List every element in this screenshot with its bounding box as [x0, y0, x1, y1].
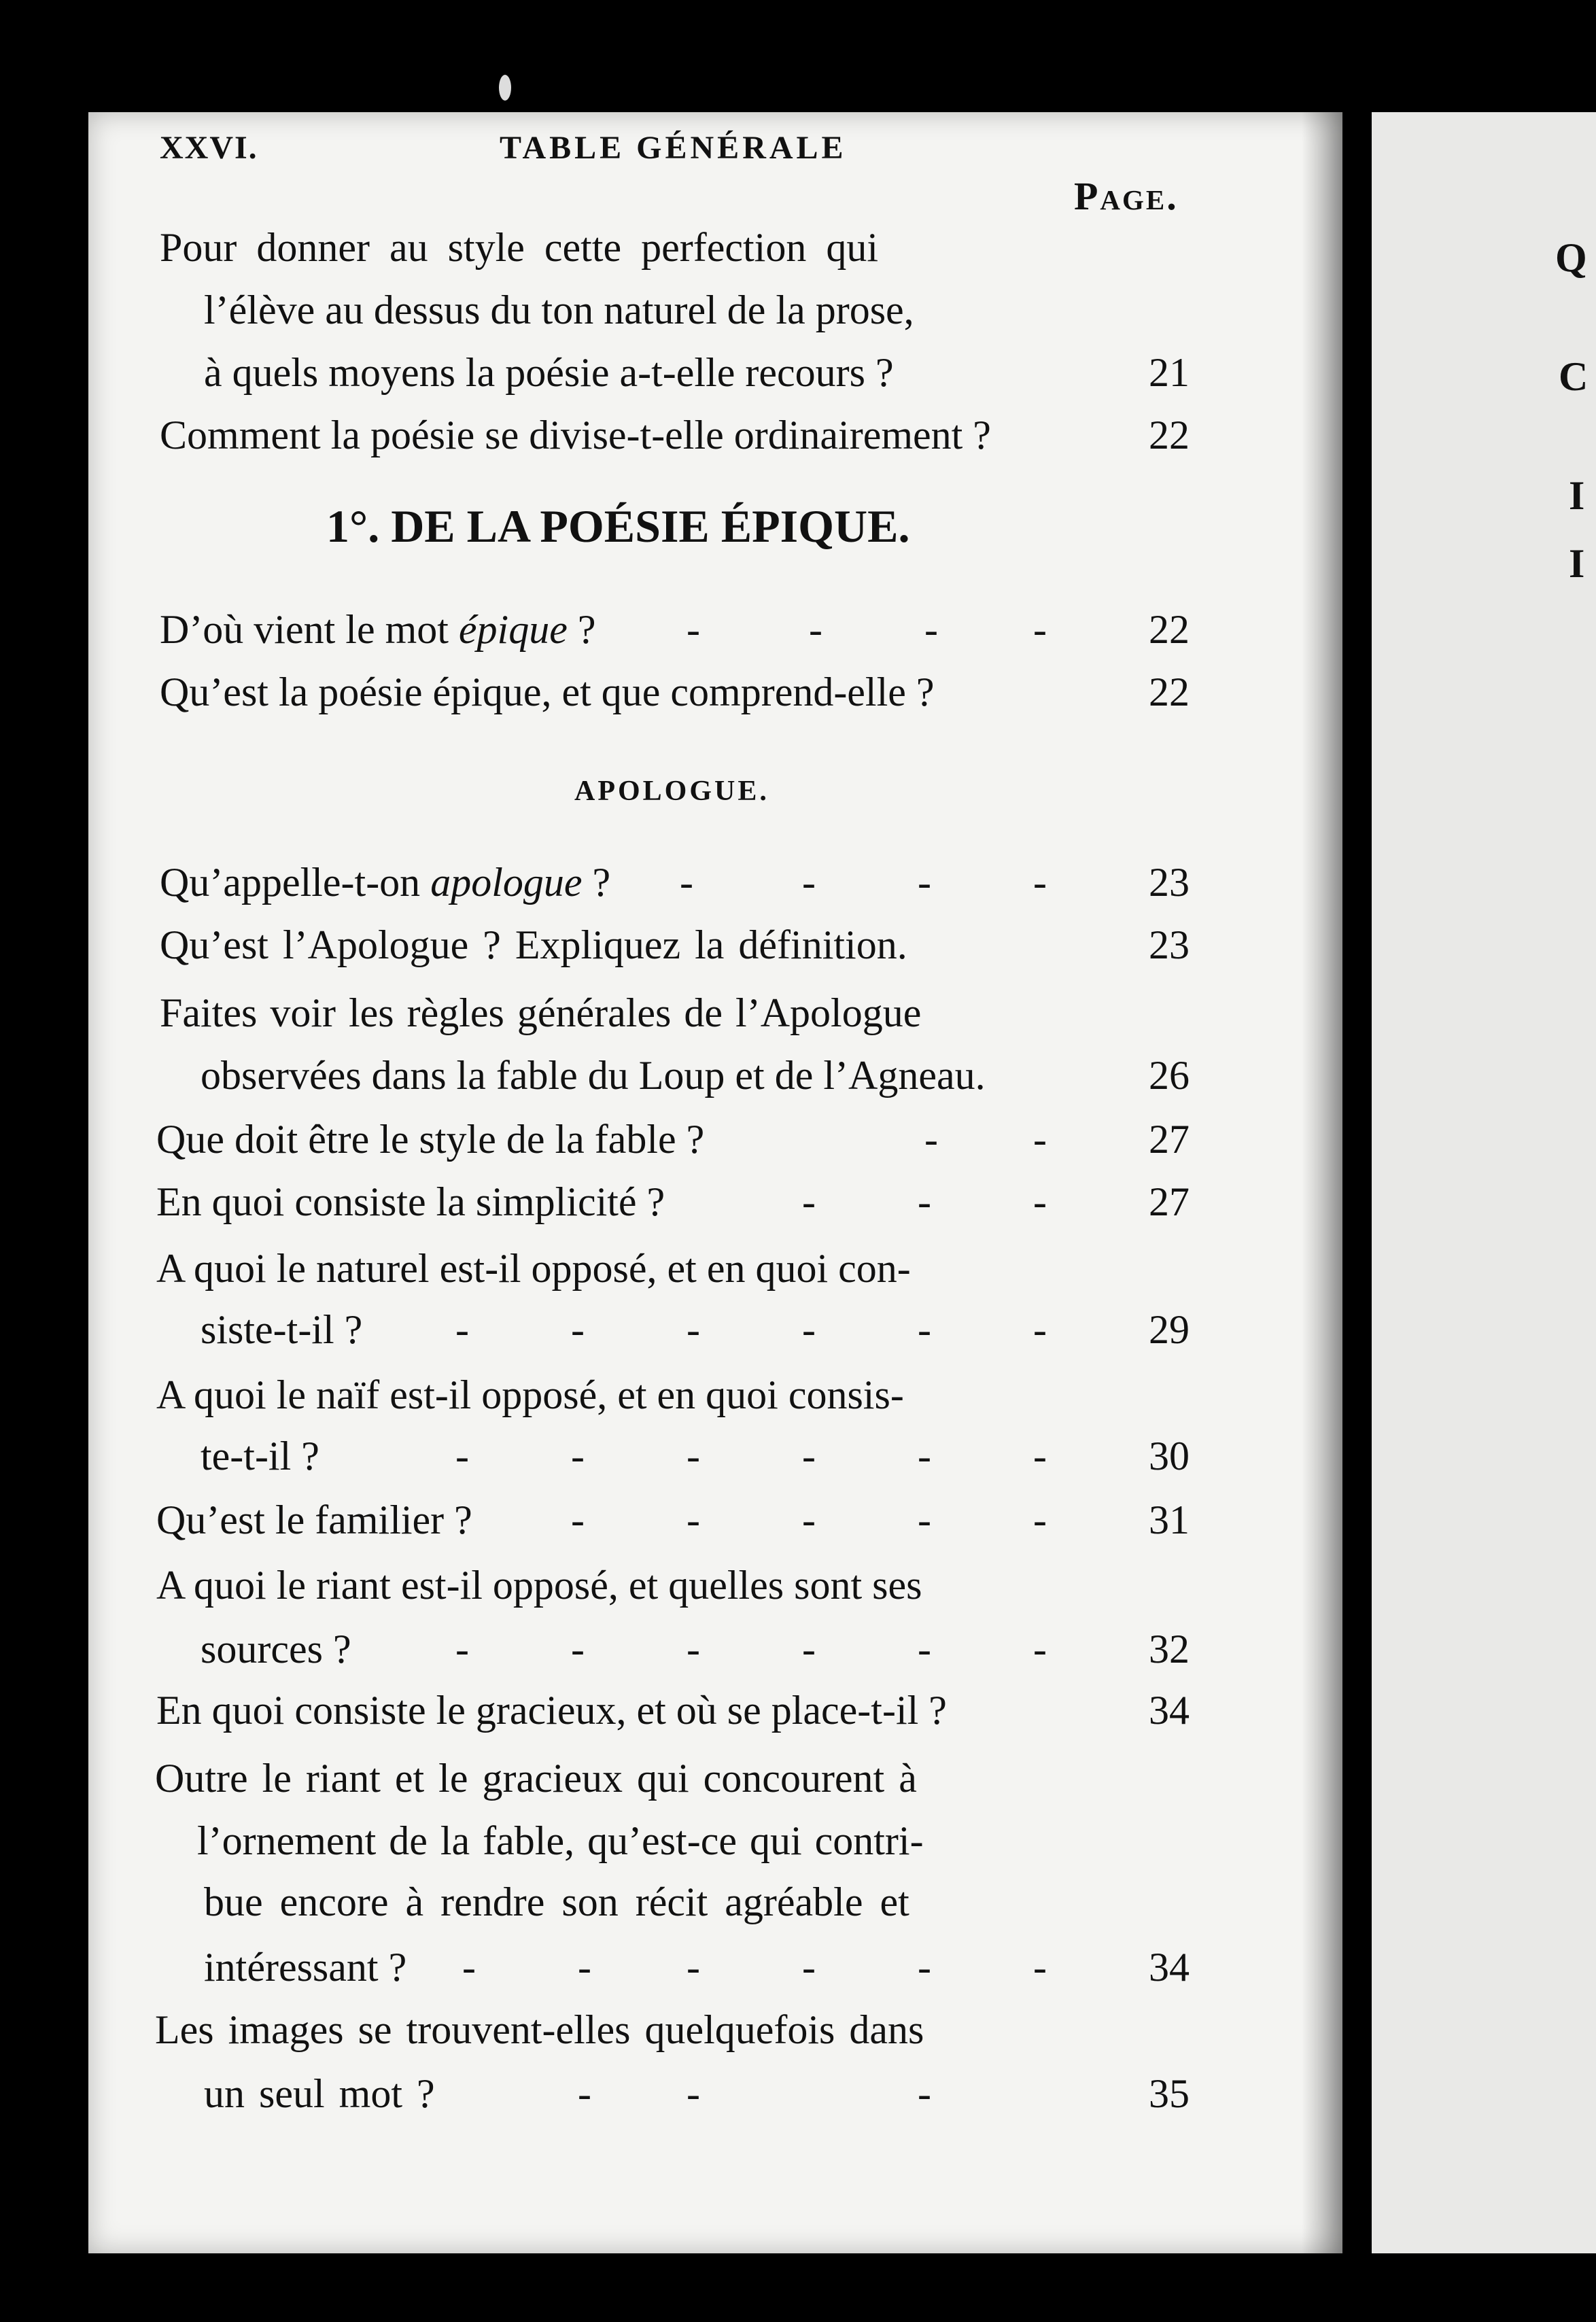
toc-entry-text: Qu’est la poésie épique, et que comprend-elle ?	[160, 670, 935, 714]
leader-dash: -	[802, 1497, 816, 1542]
toc-page-number: 22	[1149, 413, 1190, 457]
leader-dash: -	[918, 1627, 931, 1671]
toc-line	[0, 661, 1581, 723]
toc-line	[0, 598, 1581, 661]
page-column-label: Page.	[1074, 174, 1179, 218]
toc-line	[0, 1618, 1581, 1680]
toc-line	[0, 1936, 1581, 1998]
leader-dash: -	[809, 607, 822, 652]
toc-line	[0, 1298, 1581, 1361]
toc-page-number: 35	[1149, 2071, 1190, 2116]
toc-entry-text: observées dans la fable du Loup et de l’Agneau.	[201, 1053, 986, 1098]
toc-line	[0, 1044, 1581, 1107]
toc-line	[0, 1425, 1581, 1487]
toc-entry-text: Qu’est l’Apologue ? Expliquez la définition.	[160, 922, 907, 967]
leader-dash: -	[687, 1945, 700, 1990]
facing-page-char: C	[1559, 354, 1589, 399]
leader-dash: -	[455, 1627, 469, 1671]
leader-dash: -	[1033, 1117, 1047, 1162]
toc-page-number: 22	[1149, 607, 1190, 652]
leader-dash: -	[687, 1434, 700, 1478]
toc-entry-text: Faites voir les règles générales de l’Apologue	[160, 990, 922, 1035]
facing-page-char: I	[1569, 541, 1585, 586]
toc-line	[0, 1809, 1581, 1872]
leader-dash: -	[918, 1307, 931, 1352]
toc-line	[0, 1489, 1581, 1551]
toc-entry-text: Qu’appelle-t-on apologue ?	[160, 860, 611, 905]
toc-line	[0, 216, 1581, 279]
toc-page-number: 32	[1149, 1627, 1190, 1671]
leader-dash: -	[687, 1627, 700, 1671]
leader-dash: -	[1033, 1307, 1047, 1352]
toc-entry-text: sources ?	[201, 1627, 351, 1671]
toc-entry-text: siste-t-il ?	[201, 1307, 363, 1352]
toc-entry-text: l’élève au dessus du ton naturel de la prose,	[204, 288, 914, 332]
running-title: TABLE GÉNÉRALE	[500, 130, 847, 166]
section-heading: 1°. DE LA POÉSIE ÉPIQUE.	[326, 500, 910, 552]
leader-dash: -	[802, 1307, 816, 1352]
toc-entry-text: à quels moyens la poésie a-t-elle recours ?	[204, 350, 894, 395]
toc-entry-text: En quoi consiste la simplicité ?	[156, 1179, 665, 1224]
toc-page-number: 23	[1149, 922, 1190, 967]
leader-dash: -	[1033, 607, 1047, 652]
leader-dash: -	[578, 1945, 591, 1990]
leader-dash: -	[802, 1945, 816, 1990]
toc-entry-text: Qu’est le familier ?	[156, 1497, 472, 1542]
leader-dash: -	[918, 2071, 931, 2116]
facing-page-char: I	[1569, 473, 1585, 518]
leader-dash: -	[918, 1179, 931, 1224]
subsection-heading: APOLOGUE.	[574, 776, 769, 807]
leader-dash: -	[802, 1627, 816, 1671]
toc-page-number: 27	[1149, 1117, 1190, 1162]
toc-line	[0, 341, 1581, 404]
toc-entry-text: intéressant ?	[204, 1945, 407, 1990]
toc-page-number: 23	[1149, 860, 1190, 905]
leader-dash: -	[802, 1179, 816, 1224]
leader-dash: -	[455, 1307, 469, 1352]
leader-dash: -	[687, 607, 700, 652]
leader-dash: -	[680, 860, 693, 905]
toc-entry-text: Que doit être le style de la fable ?	[156, 1117, 705, 1162]
toc-line	[0, 1364, 1581, 1426]
toc-entry-text: A quoi le naïf est-il opposé, et en quoi consis-	[156, 1372, 904, 1417]
leader-dash: -	[802, 1434, 816, 1478]
leader-dash: -	[924, 1117, 938, 1162]
leader-dash: -	[571, 1627, 585, 1671]
toc-page-number: 31	[1149, 1497, 1190, 1542]
toc-page-number: 27	[1149, 1179, 1190, 1224]
toc-page-number: 21	[1149, 350, 1190, 395]
leader-dash: -	[1033, 1179, 1047, 1224]
toc-line	[0, 851, 1581, 914]
leader-dash: -	[578, 2071, 591, 2116]
toc-entry-text: Les images se trouvent-elles quelquefois dans	[155, 2007, 924, 2052]
leader-dash: -	[1033, 860, 1047, 905]
leader-dash: -	[571, 1307, 585, 1352]
toc-line	[0, 1554, 1581, 1616]
leader-dash: -	[455, 1434, 469, 1478]
toc-line	[0, 1171, 1581, 1233]
toc-line	[0, 2062, 1581, 2125]
toc-entry-text: Comment la poésie se divise-t-elle ordinairement ?	[160, 413, 991, 457]
page-number-roman: XXVI.	[160, 130, 258, 166]
toc-entry-text: A quoi le riant est-il opposé, et quelles sont ses	[156, 1563, 922, 1608]
ink-dot	[499, 75, 511, 101]
toc-entry-text: bue encore à rendre son récit agréable et	[204, 1879, 909, 1924]
toc-entry-text: te-t-il ?	[201, 1434, 319, 1478]
toc-page-number: 34	[1149, 1945, 1190, 1990]
toc-entry-text: Pour donner au style cette perfection qui	[160, 225, 879, 270]
toc-entry-text: Outre le riant et le gracieux qui concourent à	[155, 1756, 917, 1801]
leader-dash: -	[687, 1307, 700, 1352]
toc-line	[0, 279, 1581, 341]
leader-dash: -	[1033, 1627, 1047, 1671]
leader-dash: -	[802, 860, 816, 905]
leader-dash: -	[1033, 1945, 1047, 1990]
toc-entry-text: A quoi le naturel est-il opposé, et en quoi con-	[156, 1246, 911, 1291]
facing-page-char: Q	[1555, 235, 1587, 280]
toc-line	[0, 1237, 1581, 1300]
leader-dash: -	[918, 860, 931, 905]
toc-line	[0, 914, 1581, 976]
toc-page-number: 30	[1149, 1434, 1190, 1478]
toc-line	[0, 1747, 1581, 1809]
toc-line	[0, 1679, 1581, 1742]
toc-line	[0, 404, 1581, 466]
toc-entry-text: un seul mot ?	[204, 2071, 435, 2116]
toc-entry-text: D’où vient le mot épique ?	[160, 607, 596, 652]
leader-dash: -	[918, 1945, 931, 1990]
toc-page-number: 29	[1149, 1307, 1190, 1352]
leader-dash: -	[462, 1945, 476, 1990]
toc-line	[0, 1998, 1581, 2061]
toc-line	[0, 1871, 1581, 1933]
toc-entry-text: En quoi consiste le gracieux, et où se place-t-il ?	[156, 1688, 947, 1733]
leader-dash: -	[571, 1434, 585, 1478]
leader-dash: -	[1033, 1497, 1047, 1542]
leader-dash: -	[918, 1497, 931, 1542]
toc-line	[0, 982, 1581, 1044]
leader-dash: -	[918, 1434, 931, 1478]
toc-page-number: 22	[1149, 670, 1190, 714]
leader-dash: -	[1033, 1434, 1047, 1478]
toc-page-number: 34	[1149, 1688, 1190, 1733]
toc-page-number: 26	[1149, 1053, 1190, 1098]
leader-dash: -	[687, 2071, 700, 2116]
toc-line	[0, 1108, 1581, 1171]
leader-dash: -	[924, 607, 938, 652]
toc-entry-text: l’ornement de la fable, qu’est-ce qui contri-	[197, 1818, 924, 1863]
leader-dash: -	[687, 1497, 700, 1542]
leader-dash: -	[571, 1497, 585, 1542]
